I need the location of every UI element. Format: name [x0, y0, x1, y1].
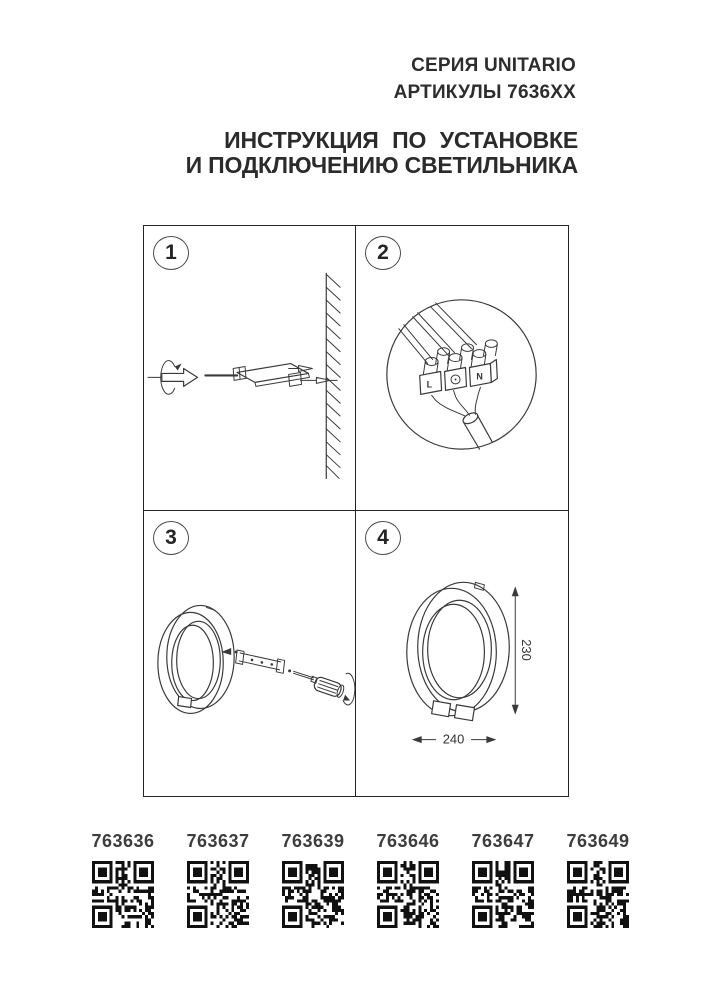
page-title-line2: И ПОДКЛЮЧЕНИЮ СВЕТИЛЬНИКА [185, 152, 578, 178]
instruction-grid [143, 225, 569, 797]
step-number: 2 [377, 241, 389, 264]
article-qr-row [88, 831, 633, 933]
dimension-width-label: 240 [442, 731, 465, 747]
article-number: 763637 [186, 831, 250, 851]
article-column [468, 831, 538, 933]
step-number: 4 [377, 526, 389, 549]
qr-code [472, 861, 534, 928]
step-number-badge [365, 236, 401, 270]
step-number-badge [365, 521, 401, 555]
articles-range: АРТИКУЛЫ 7636XX [393, 82, 576, 103]
panel-step-4 [356, 511, 568, 796]
qr-code [567, 861, 629, 928]
article-number: 763649 [566, 831, 630, 851]
article-column [373, 831, 443, 933]
article-number: 763647 [471, 831, 535, 851]
article-column [88, 831, 158, 933]
panel-step-1 [144, 226, 356, 511]
article-number: 763639 [281, 831, 345, 851]
header [394, 52, 576, 106]
step-number: 3 [165, 526, 177, 549]
panel-step-3 [144, 511, 356, 796]
article-number: 763636 [91, 831, 155, 851]
panel-step-2 [356, 226, 568, 511]
qr-code [92, 861, 154, 928]
step-number-badge [153, 521, 189, 555]
qr-code [377, 861, 439, 928]
article-column [278, 831, 348, 933]
series-name: СЕРИЯ UNITARIO [411, 55, 576, 76]
terminal-label-l: L [426, 379, 433, 390]
article-number: 763646 [376, 831, 440, 851]
page-title [186, 128, 578, 178]
qr-code [282, 861, 344, 928]
terminal-label-n: N [476, 371, 483, 382]
dimension-height-label: 230 [519, 639, 535, 661]
article-column [563, 831, 633, 933]
step-number: 1 [165, 241, 177, 264]
qr-code [187, 861, 249, 928]
article-column [183, 831, 253, 933]
step-number-badge [153, 236, 189, 270]
page-title-line1: ИНСТРУКЦИЯ ПО УСТАНОВКЕ [224, 127, 578, 153]
